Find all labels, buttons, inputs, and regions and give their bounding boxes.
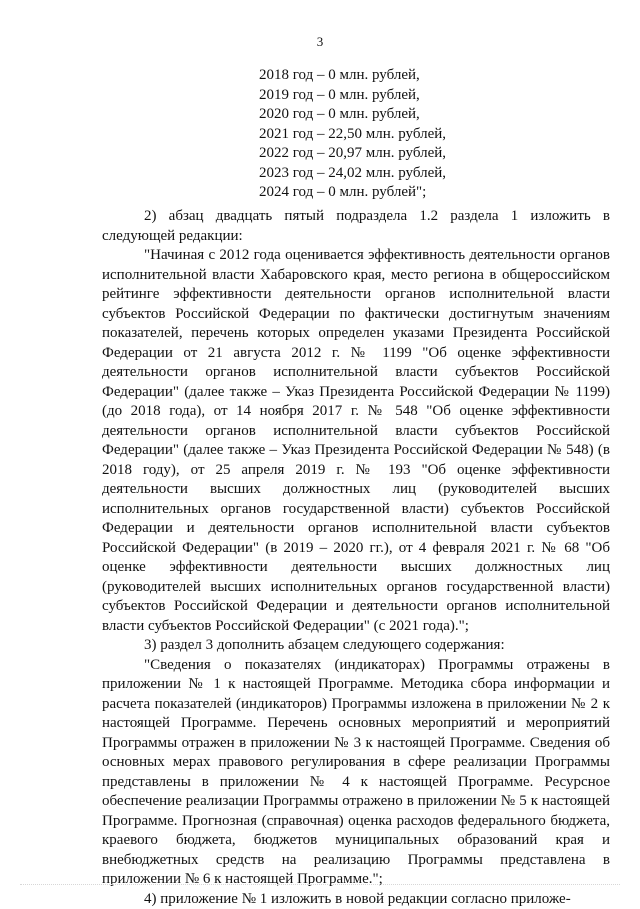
funding-line: 2024 год – 0 млн. рублей"; <box>259 183 446 203</box>
scan-artifact-line <box>20 884 620 886</box>
funding-line: 2022 год – 20,97 млн. рублей, <box>259 144 446 164</box>
amendment-item-2: 2) абзац двадцать пятый подраздела 1.2 раздела 1 изложить в следующей редакции: <box>102 207 610 246</box>
funding-line: 2020 год – 0 млн. рублей, <box>259 105 446 125</box>
amendment-item-3: 3) раздел 3 дополнить абзацем следующего содержания: <box>102 636 610 656</box>
funding-list <box>259 66 446 203</box>
page-number: 3 <box>0 34 640 50</box>
quoted-paragraph-indicators: "Сведения о показателях (индикаторах) Программы отражены в приложении № 1 к настоящей Программе. Методика сбора информации и расчета показателей (индикаторов) Программы изложена в приложении № 2 к настоящей Программе. Перечень основных мероприятий и мероприятий Программы отражен в приложении № 3 к настоящей Программе. Сведения об основных мерах правового регулирования в сфере реализации Программы представлены в приложении № 4 к настоящей Программе. Ресурсное обеспечение реализации Программы отражено в приложении № 5 к настоящей Программе. Прогнозная (справочная) оценка расходов федерального бюджета, краевого бюджета, бюджетов муниципальных образований края и внебюджетных средств на реализацию Программы представлена в приложении № 6 к настоящей Программе."; <box>102 656 610 890</box>
funding-line: 2018 год – 0 млн. рублей, <box>259 66 446 86</box>
funding-line: 2023 год – 24,02 млн. рублей, <box>259 164 446 184</box>
funding-line: 2019 год – 0 млн. рублей, <box>259 86 446 106</box>
amendment-item-4: 4) приложение № 1 изложить в новой редакции согласно приложе- <box>102 890 610 909</box>
funding-line: 2021 год – 22,50 млн. рублей, <box>259 125 446 145</box>
document-body <box>102 207 610 909</box>
quoted-paragraph-performance-assessment: "Начиная с 2012 года оценивается эффективность деятельности органов исполнительной власти Хабаровского края, место региона в общероссийском рейтинге эффективности деятельности органов исполнительной власти субъектов Российской Федерации по фактически достигнутым значениям показателей, перечень которых определен указами Президента Российской Федерации от 21 августа 2012 г. № 1199 "Об оценке эффективности деятельности органов исполнительной власти субъектов Российской Федерации" (далее также – Указ Президента Российской Федерации № 1199) (до 2018 года), от 14 ноября 2017 г. № 548 "Об оценке эффективности деятельности органов исполнительной власти субъектов Российской Федерации" (далее также – Указ Президента Российской Федерации № 548) (в 2018 году), от 25 апреля 2019 г. № 193 "Об оценке эффективности деятельности высших должностных лиц (руководителей высших исполнительных органов государственной власти) субъектов Российской Федерации и деятельности органов исполнительной власти субъектов Российской Федерации" (в 2019 – 2020 гг.), от 4 февраля 2021 г. № 68 "Об оценке эффективности деятельности высших должностных лиц (руководителей высших исполнительных органов государственной власти) субъектов Российской Федерации и деятельности органов исполнительной власти субъектов Российской Федерации" (с 2021 года)."; <box>102 246 610 636</box>
